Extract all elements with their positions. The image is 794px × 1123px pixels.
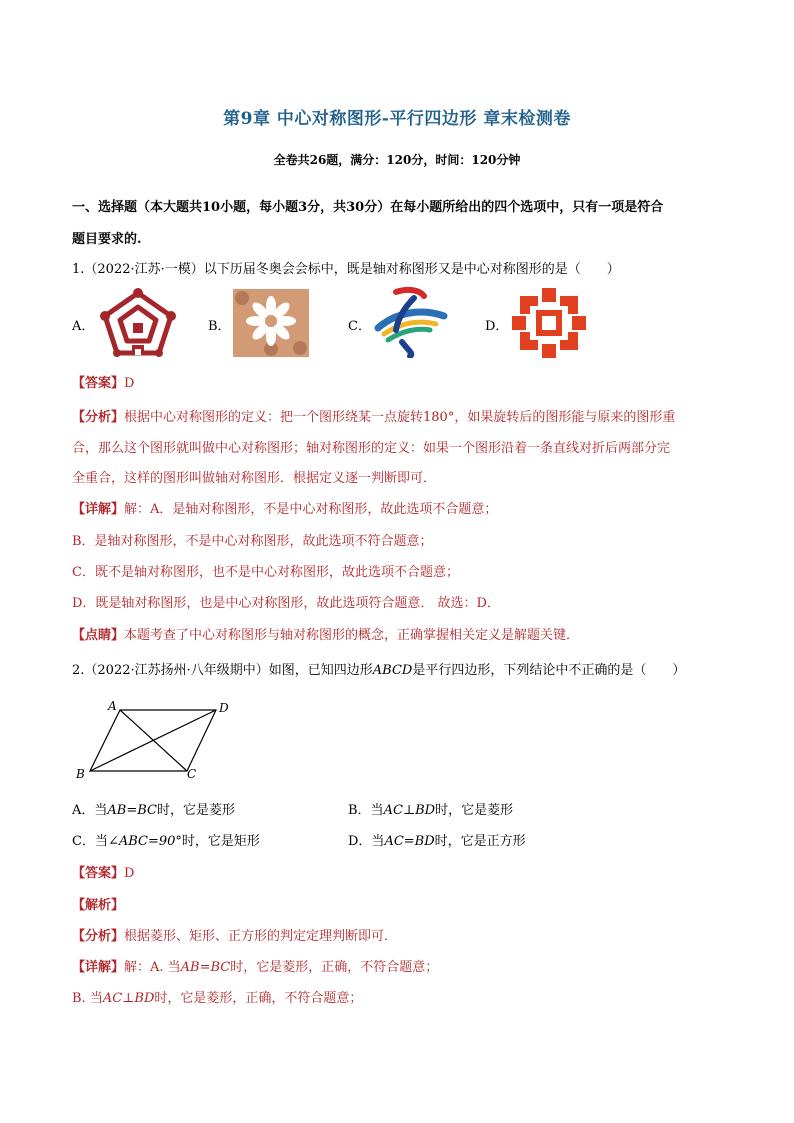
q2-option-c (72, 830, 260, 849)
q1-detail-line1 (72, 498, 497, 517)
q2-opt-c-post: 时，它是矩形 (181, 834, 260, 849)
answer-tag: 【答案】 (72, 376, 125, 391)
section-heading-line1: 一、选择题（本大题共10小题，每小题3分，共30分）在每小题所给出的四个选项中，只有一项是符合 (72, 200, 664, 215)
q2-opt-d-math: AC=BD (384, 834, 435, 849)
detail-math: AC⊥BD (102, 991, 155, 1006)
q1-option-d-label: D． (485, 319, 509, 334)
q2-stem-post: 是平行四边形，下列结论中不正确的是（ ） (412, 663, 686, 678)
q1-analysis-line1 (72, 406, 675, 425)
page-title: 第9章 中心对称图形-平行四边形 章末检测卷 (223, 109, 571, 129)
q2-opt-b-post: 时，它是菱形 (435, 803, 514, 818)
detail-pre: B. 当 (72, 991, 103, 1006)
q2-detail-line2 (72, 987, 362, 1006)
q2-detail-line1 (72, 956, 438, 975)
q1-analysis-line3: 全重合，这样的图形叫做轴对称图形．根据定义逐一判断即可． (72, 471, 437, 486)
analysis-text: 根据中心对称图形的定义：把一个图形绕某一点旋转180°，如果旋转后的图形能与原来的图形重 (124, 410, 676, 425)
q2-opt-a-math: AB=BC (107, 803, 157, 818)
q2-opt-c-pre: C．当 (72, 834, 108, 849)
ribbon-emblem-icon (374, 286, 450, 358)
detail-tag: 【详解】 (72, 502, 125, 517)
q2-option-b (348, 799, 513, 818)
q2-stem-var: ABCD (372, 663, 413, 678)
q1-detail-line2: B．是轴对称图形，不是中心对称图形，故此选项不符合题意； (72, 534, 433, 549)
q1-option-b-label: B． (208, 319, 231, 334)
detail-text: 解：A．是轴对称图形，不是中心对称图形，故此选项不合题意； (124, 502, 498, 517)
vertex-label-b: B (76, 767, 85, 781)
comment-tag: 【点睛】 (72, 628, 125, 643)
q2-opt-a-post: 时，它是菱形 (156, 803, 235, 818)
analysis-text: 根据菱形、矩形、正方形的判定定理判断即可． (124, 929, 398, 944)
answer-value: D (124, 866, 135, 881)
q2-option-d (348, 830, 526, 849)
vertex-label-a: A (108, 699, 117, 713)
q1-detail-line3: C．既不是轴对称图形，也不是中心对称图形，故此选项不合题意； (72, 565, 459, 580)
parallelogram-figure (70, 698, 240, 786)
section-heading-line2: 题目要求的. (72, 232, 142, 247)
q1-comment (72, 624, 579, 643)
detail-post: 时，它是菱形，正确，不符合题意； (230, 960, 439, 975)
q2-opt-b-pre: B．当 (348, 803, 384, 818)
q1-analysis-line2: 合，那么这个图形就叫做中心对称图形；轴对称图形的定义：如果一个图形沿着一条直线对折后两部分完 (72, 441, 671, 456)
q2-option-a (72, 799, 235, 818)
q2-analysis (72, 925, 397, 944)
q2-opt-d-post: 时，它是正方形 (434, 834, 526, 849)
answer-value: D (124, 376, 135, 391)
q1-option-c-label: C． (348, 319, 371, 334)
exam-info: 全卷共26题，满分：120分，时间：120分钟 (273, 153, 521, 167)
q2-opt-c-math: ∠ABC=90° (107, 834, 182, 849)
q2-stem (72, 659, 685, 678)
red-square-emblem-icon (512, 288, 586, 358)
q2-opt-d-pre: D．当 (348, 834, 385, 849)
analysis-tag: 【分析】 (72, 410, 125, 425)
q2-opt-a-pre: A．当 (72, 803, 108, 818)
detail-math: AB=BC (180, 960, 231, 975)
q2-opt-b-math: AC⊥BD (383, 803, 436, 818)
comment-text: 本题考查了中心对称图形与轴对称图形的概念，正确掌握相关定义是解题关键． (124, 628, 580, 643)
detail-tag: 【详解】 (72, 960, 125, 975)
square-flower-emblem-icon (233, 289, 309, 357)
analysis-tag: 【分析】 (72, 929, 125, 944)
q1-detail-line4: D．既是轴对称图形，也是中心对称图形，故此选项符合题意． 故选：D． (72, 596, 500, 611)
q2-stem-pre: 2.（2022·江苏扬州·八年级期中）如图，已知四边形 (72, 663, 373, 678)
q1-option-a-label: A． (72, 319, 95, 334)
vertex-label-c: C (187, 767, 197, 781)
answer-tag: 【答案】 (72, 866, 125, 881)
detail-pre: 解：A. 当 (124, 960, 181, 975)
pentagonal-snowflake-emblem-icon (98, 287, 178, 359)
q1-answer (72, 372, 134, 391)
vertex-label-d: D (219, 701, 229, 715)
q1-stem: 1.（2022·江苏·一模）以下历届冬奥会会标中，既是轴对称图形又是中心对称图形的是（ ） (72, 262, 620, 277)
q2-answer (72, 862, 134, 881)
q2-solution-tag: 【解析】 (72, 898, 125, 913)
detail-post: 时，它是菱形，正确，不符合题意； (154, 991, 363, 1006)
